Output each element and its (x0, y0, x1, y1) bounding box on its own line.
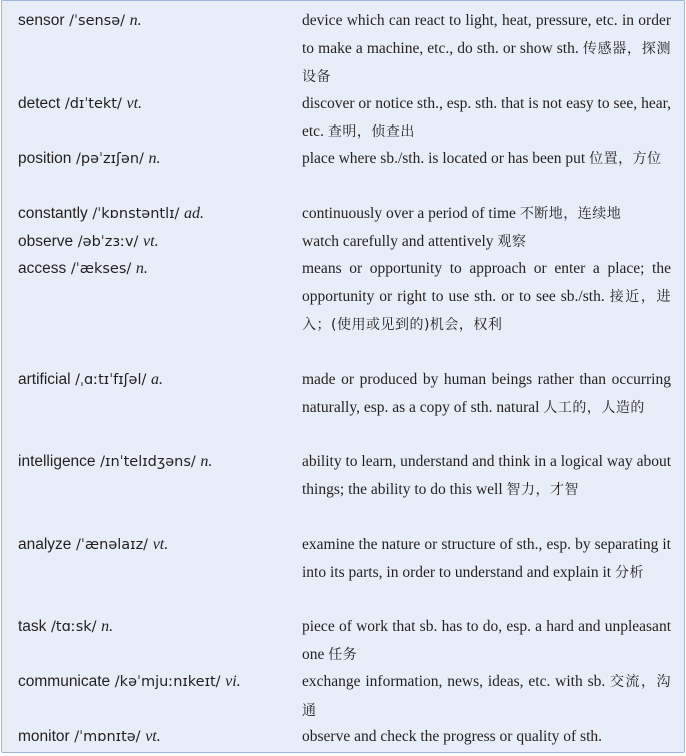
definition (302, 90, 671, 146)
definition-text: ability to learn, understand and think in a logical way about things; the ability to do this well (302, 453, 671, 498)
word: detect (18, 95, 61, 112)
word: communicate (18, 673, 111, 690)
definition-text: observe and check the progress or quality of sth. (302, 728, 603, 745)
word: sensor (18, 12, 65, 29)
definition-text: examine the nature or structure of sth., esp. by separating it into its parts, in order to understand and explain it (302, 536, 671, 581)
part-of-speech: n. (200, 453, 213, 470)
chinese-translation: 接近，进入；(使用或见到的)机会，权利 (302, 288, 672, 333)
chinese-translation: 不断地，连续地 (519, 206, 622, 222)
part-of-speech: vt. (126, 95, 143, 112)
headword (18, 366, 293, 395)
word: constantly (18, 205, 88, 222)
chinese-translation: 交流，沟通 (302, 674, 671, 719)
definition (302, 145, 671, 174)
pronunciation: /dɪˈtekt/ (60, 96, 127, 112)
definition (302, 613, 671, 669)
definition-text: means or opportunity to approach or enter a place; the opportunity or right to use sth. or to see sb./sth. (302, 260, 671, 305)
pronunciation: /ˈsensə/ (64, 13, 130, 29)
headword (18, 448, 293, 477)
pronunciation: /ɪnˈtelɪdʒəns/ (95, 454, 201, 470)
headword (18, 531, 293, 560)
headword (18, 255, 293, 284)
definition-text: discover or notice sth., esp. sth. that is not easy to see, hear, etc. (302, 95, 671, 140)
word: position (18, 150, 72, 167)
chinese-translation: 查明，侦查出 (327, 123, 415, 140)
definition-text: continuously over a period of time (302, 205, 520, 222)
definition-text: exchange information, news, ideas, etc. with sb. (302, 673, 611, 690)
chinese-translation: 智力，才智 (506, 481, 580, 498)
definition-text: watch carefully and attentively (302, 233, 498, 250)
definition-text: device which can react to light, heat, pressure, etc. in order to make a machine, etc., do sth. or show sth. (302, 12, 671, 57)
part-of-speech: n. (129, 12, 142, 29)
definition (302, 723, 671, 752)
definition (302, 366, 671, 422)
word: observe (18, 233, 74, 250)
pronunciation: /ˈmɒnɪtə/ (69, 729, 146, 745)
definition (302, 200, 671, 229)
headword (18, 668, 293, 697)
definition-text: place where sb./sth. is located or has been put (302, 150, 590, 167)
definition-text: made or produced by human beings rather than occurring naturally, esp. as a copy of sth. natural (302, 371, 671, 416)
part-of-speech: vt. (152, 536, 169, 553)
part-of-speech: vt. (145, 728, 161, 745)
word: artificial (18, 371, 71, 388)
chinese-translation: 任务 (328, 646, 358, 663)
headword (18, 7, 293, 36)
pronunciation: /ˌɑːtɪˈfɪʃəl/ (70, 372, 151, 388)
definition-text: piece of work that sb. has to do, esp. a hard and unpleasant one (302, 618, 671, 663)
part-of-speech: vt. (143, 233, 159, 250)
part-of-speech: ad. (184, 205, 205, 222)
pronunciation: /tɑːsk/ (46, 619, 102, 635)
definition (302, 7, 671, 92)
definition (302, 668, 671, 725)
chinese-translation: 人工的，人造的 (543, 399, 645, 416)
headword (18, 90, 293, 119)
definition (302, 531, 671, 587)
chinese-translation: 传感器，探测设备 (302, 40, 672, 85)
word: monitor (18, 728, 70, 745)
word: task (18, 618, 47, 635)
part-of-speech: n. (135, 260, 148, 277)
headword (18, 613, 293, 642)
chinese-translation: 分析 (614, 564, 644, 581)
pronunciation: /əbˈzɜːv/ (73, 234, 144, 250)
pronunciation: /ˈænəlaɪz/ (71, 537, 153, 553)
word: access (18, 260, 67, 277)
definition (302, 228, 671, 257)
definition (302, 255, 671, 340)
headword (18, 200, 293, 229)
part-of-speech: a. (150, 371, 163, 388)
headword (18, 145, 293, 174)
pronunciation: /kəˈmjuːnɪkeɪt/ (110, 674, 226, 690)
vocabulary-glossary (1, 0, 685, 753)
part-of-speech: n. (148, 150, 161, 167)
chinese-translation: 观察 (497, 234, 527, 250)
headword (18, 228, 293, 257)
chinese-translation: 位置，方位 (589, 151, 662, 167)
headword (18, 723, 293, 752)
pronunciation: /pəˈzɪʃən/ (71, 151, 149, 167)
pronunciation: /ˈækses/ (66, 261, 136, 277)
word: intelligence (18, 453, 96, 470)
part-of-speech: n. (101, 618, 114, 635)
word: analyze (18, 536, 72, 553)
pronunciation: /ˈkɒnstəntlɪ/ (87, 206, 185, 222)
definition (302, 448, 671, 504)
part-of-speech: vi. (225, 673, 241, 690)
